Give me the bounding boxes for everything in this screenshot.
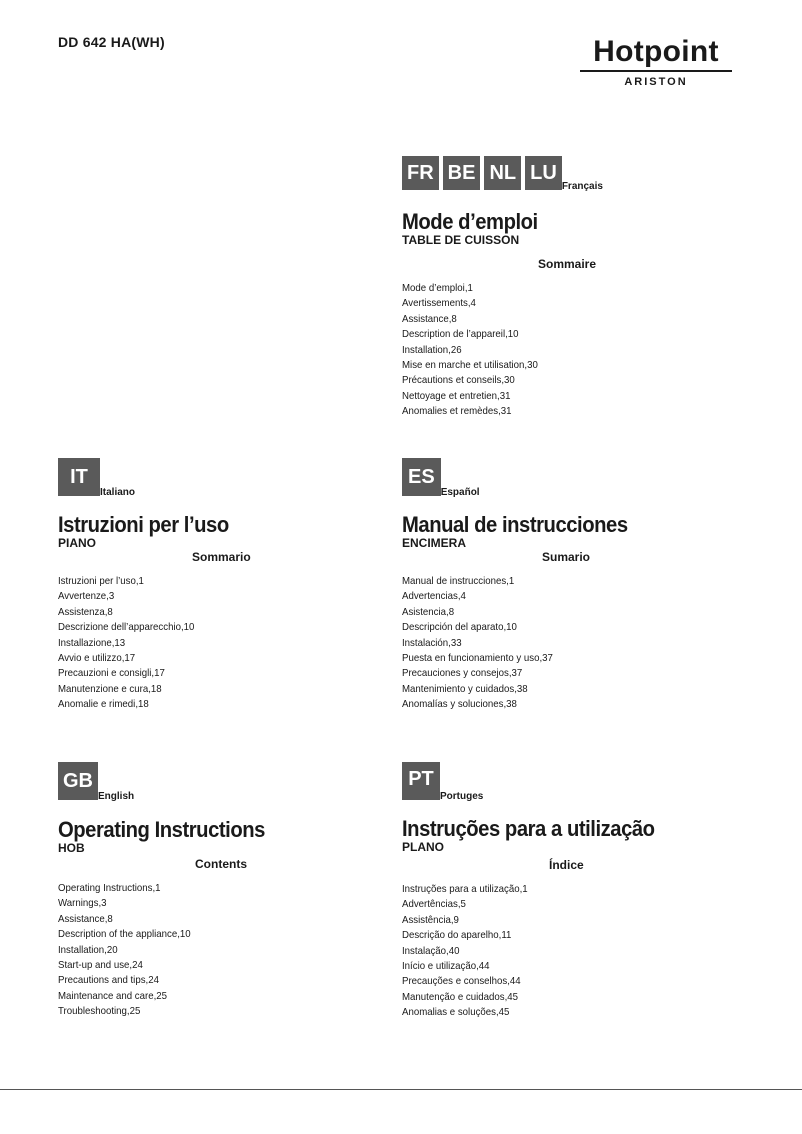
logo-divider: [580, 70, 732, 72]
section-es: [402, 458, 742, 713]
list-item: Precauzioni e consigli,17: [58, 667, 165, 680]
section-title: Istruzioni per l’uso: [58, 512, 229, 537]
table-of-contents: [58, 881, 371, 1020]
list-item: Advertências,5: [402, 898, 466, 911]
badge-pt: PT: [402, 762, 440, 800]
brand-name: Hotpoint: [593, 35, 719, 68]
list-item: Anomalies et remèdes,31: [402, 405, 512, 418]
contents-heading: Sommaire: [538, 257, 597, 271]
contents-heading: Sommario: [192, 550, 251, 564]
language-label: Italiano: [100, 487, 136, 498]
list-item: Precauções e conselhos,44: [402, 975, 521, 988]
list-item: Anomalias e soluções,45: [402, 1006, 510, 1019]
list-item: Nettoyage et entretien,31: [402, 389, 511, 402]
list-item: Description of the appliance,10: [58, 928, 191, 941]
badge-it: IT: [58, 458, 100, 496]
language-label: Español: [440, 487, 480, 498]
list-item: Troubleshooting,25: [58, 1005, 141, 1018]
list-item: Operating Instructions,1: [58, 882, 161, 894]
brand-subname: ARISTON: [624, 76, 688, 88]
language-badges: [58, 458, 398, 496]
language-badges: [58, 762, 398, 800]
list-item: Mode d’emploi,1: [402, 282, 473, 294]
list-item: Istruzioni per l’uso,1: [58, 575, 144, 587]
section-title: Instruções para a utilização: [402, 816, 655, 841]
list-item: Puesta en funcionamiento y uso,37: [402, 652, 553, 665]
list-item: Avertissements,4: [402, 297, 476, 310]
section-it: [58, 458, 398, 713]
list-item: Description de l’appareil,10: [402, 328, 519, 341]
list-item: Anomalie e rimedi,18: [58, 698, 149, 711]
list-item: Avvertenze,3: [58, 590, 115, 603]
list-item: Installation,20: [58, 943, 118, 956]
model-number: DD 642 HA(WH): [58, 34, 165, 50]
list-item: Installazione,13: [58, 636, 126, 649]
list-item: Manutenção e cuidados,45: [402, 990, 519, 1003]
badge-fr: FR: [402, 156, 439, 190]
language-label: Français: [561, 181, 603, 192]
list-item: Manual de instrucciones,1: [402, 575, 515, 587]
list-item: Descripción del aparato,10: [402, 621, 517, 634]
badge-nl: NL: [484, 156, 521, 190]
section-title: Mode d’emploi: [402, 209, 538, 234]
list-item: Installation,26: [402, 343, 462, 356]
list-item: Descrizione dell’apparecchio,10: [58, 621, 195, 634]
list-item: Instalación,33: [402, 636, 462, 649]
list-item: Precauciones y consejos,37: [402, 667, 523, 680]
list-item: Anomalías y soluciones,38: [402, 698, 517, 711]
section-subtitle: PIANO: [58, 536, 97, 550]
list-item: Assistance,8: [402, 312, 457, 325]
table-of-contents: [402, 281, 715, 420]
list-item: Précautions et conseils,30: [402, 374, 515, 387]
list-item: Warnings,3: [58, 897, 107, 910]
list-item: Assistência,9: [402, 913, 459, 926]
language-label: English: [98, 791, 135, 802]
list-item: Início e utilização,44: [402, 960, 490, 973]
section-gb: [58, 762, 398, 1020]
list-item: Avvio e utilizzo,17: [58, 652, 136, 665]
section-subtitle: TABLE DE CUISSON: [402, 233, 520, 247]
list-item: Mantenimiento y cuidados,38: [402, 682, 528, 695]
list-item: Start-up and use,24: [58, 959, 143, 972]
table-of-contents: [402, 882, 715, 1021]
contents-heading: Sumario: [542, 550, 591, 564]
badge-es: ES: [402, 458, 441, 496]
section-subtitle: PLANO: [402, 840, 444, 854]
list-item: Assistenza,8: [58, 605, 113, 618]
section-pt: [402, 762, 742, 1021]
contents-heading: Contents: [195, 857, 247, 871]
language-label: Portuges: [440, 791, 484, 802]
table-of-contents: [58, 574, 371, 713]
list-item: Instruções para a utilização,1: [402, 883, 528, 895]
language-badges: [402, 458, 742, 496]
list-item: Descrição do aparelho,11: [402, 929, 512, 942]
section-title: Manual de instrucciones: [402, 512, 628, 537]
section-subtitle: HOB: [58, 841, 85, 855]
badge-lu: LU: [525, 156, 562, 190]
badge-gb: GB: [58, 762, 98, 800]
section-title: Operating Instructions: [58, 817, 265, 842]
list-item: Maintenance and care,25: [58, 989, 168, 1002]
contents-heading: Índice: [549, 858, 584, 872]
table-of-contents: [402, 574, 715, 713]
list-item: Assistance,8: [58, 912, 113, 925]
language-badges: [402, 152, 742, 190]
language-badges: [402, 762, 742, 800]
list-item: Asistencia,8: [402, 605, 455, 618]
list-item: Instalação,40: [402, 944, 460, 957]
list-item: Advertencias,4: [402, 590, 466, 603]
footer-divider: [0, 1089, 802, 1090]
section-fr: [402, 152, 742, 420]
list-item: Manutenzione e cura,18: [58, 682, 162, 695]
badge-be: BE: [443, 156, 481, 190]
list-item: Precautions and tips,24: [58, 974, 159, 987]
section-subtitle: ENCIMERA: [402, 536, 467, 550]
list-item: Mise en marche et utilisation,30: [402, 359, 538, 372]
brand-logo: [580, 36, 732, 88]
